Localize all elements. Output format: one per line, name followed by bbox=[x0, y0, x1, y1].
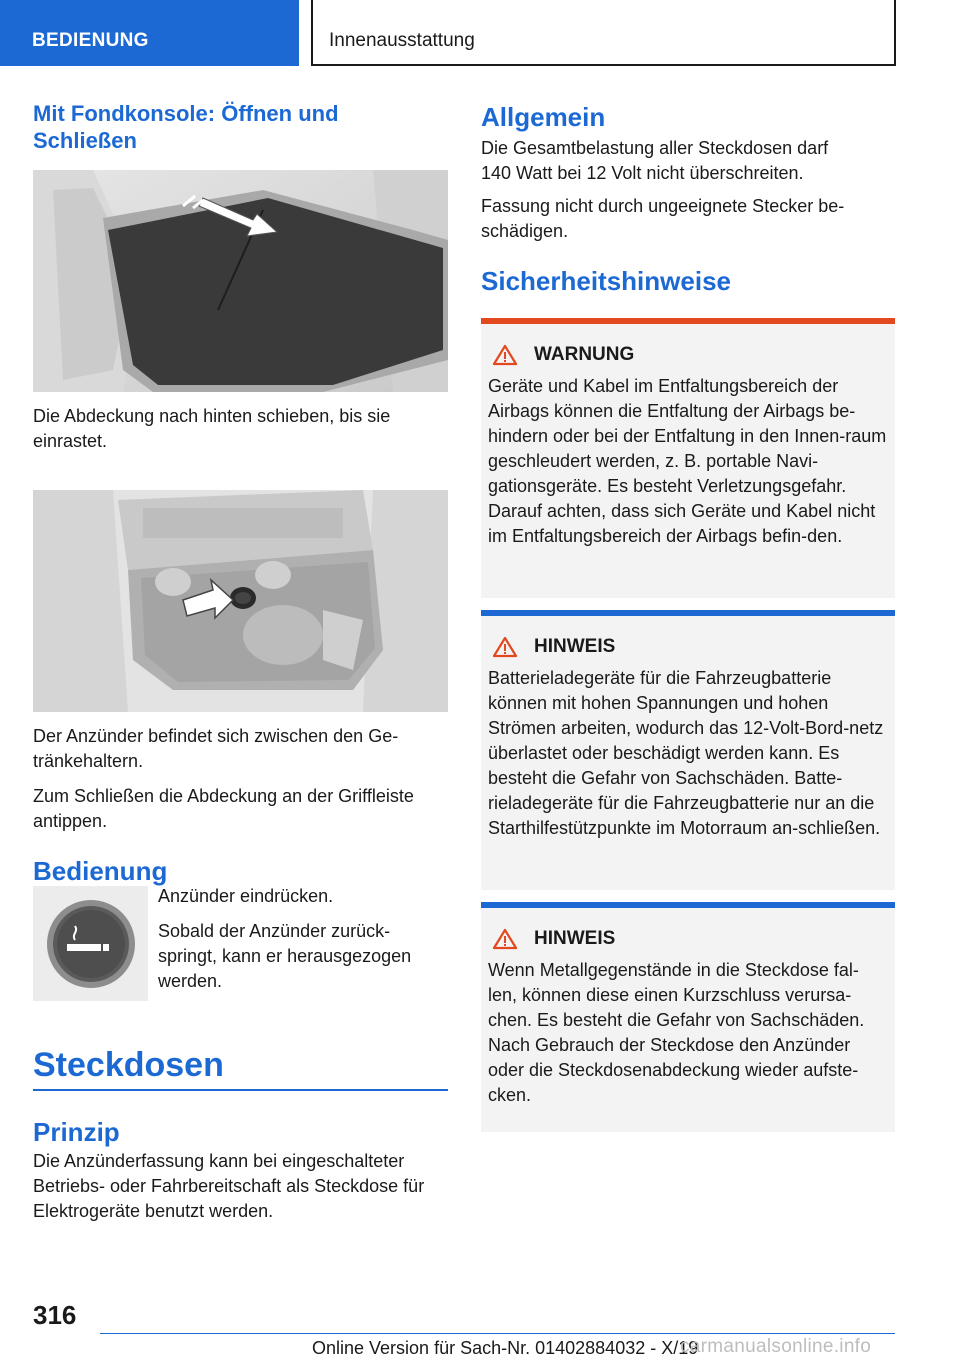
caption-close-cover: Zum Schließen die Abdeckung an der Griffleiste antippen. bbox=[33, 786, 414, 831]
caption-slide-cover: Die Abdeckung nach hinten schieben, bis sie einrastet. bbox=[33, 406, 391, 451]
allgemein-text1: Die Gesamtbelastung aller Steckdosen darf 140 Watt bei 12 Volt nicht überschreiten. bbox=[481, 138, 829, 183]
cigarette-lighter-icon bbox=[33, 886, 148, 1001]
footer-version: Online Version für Sach-Nr. 01402884032 - X/19 bbox=[312, 1338, 699, 1358]
warning-title: WARNUNG bbox=[534, 344, 635, 365]
console-cover-image bbox=[33, 170, 448, 392]
page-header bbox=[0, 0, 960, 66]
watermark: carmanualsonline.info bbox=[680, 1336, 872, 1357]
page-number: 316 bbox=[33, 1300, 77, 1330]
heading-sicherheitshinweise: Sicherheitshinweise bbox=[481, 266, 731, 296]
left-column bbox=[33, 100, 448, 1224]
prinzip-text: Die Anzünderfassung kann bei eingeschalteter Betriebs- oder Fahrbereitschaft als Steckdose für Elektrogeräte benutzt werden. bbox=[33, 1151, 425, 1221]
heading-prinzip: Prinzip bbox=[33, 1117, 120, 1147]
heading-bedienung: Bedienung bbox=[33, 856, 168, 886]
allgemein-text2: Fassung nicht durch ungeeignete Stecker be-schädigen. bbox=[481, 196, 845, 241]
notice-title: HINWEIS bbox=[534, 928, 616, 949]
notice-bar bbox=[481, 902, 895, 908]
heading-fondkonsole: Mit Fondkonsole: Öffnen und Schließen bbox=[33, 101, 339, 153]
notice-text: Batterieladegeräte für die Fahrzeugbatterie können mit hohen Spannungen und hohen Strömen arbeiten, wodurch das 12-Volt-Bord-netz überlastet oder beschädigt werden kann. Es besteht die Gefahr von Sachschäden. Batte-rieladegeräte für die Fahrzeugbatterie nur an die Starthilfestützpunkte im Motorraum an-schließen. bbox=[488, 668, 884, 838]
chapter-tab[interactable]: BEDIENUNG bbox=[0, 0, 299, 66]
caption-lighter-location: Der Anzünder befindet sich zwischen den Ge-tränkehaltern. bbox=[33, 726, 399, 771]
heading-steckdosen: Steckdosen bbox=[33, 1046, 224, 1084]
warning-box bbox=[481, 318, 895, 598]
warning-triangle-icon bbox=[492, 928, 518, 950]
warning-bar bbox=[481, 318, 895, 324]
notice-title: HINWEIS bbox=[534, 636, 616, 657]
section-rule bbox=[33, 1089, 448, 1091]
notice-box-2 bbox=[481, 902, 895, 1132]
notice-box-1 bbox=[481, 610, 895, 890]
section-title: Innenausstattung bbox=[311, 0, 896, 66]
lighter-location-image bbox=[33, 490, 448, 712]
notice-bar bbox=[481, 610, 895, 616]
bedienung-step1: Anzünder eindrücken. bbox=[158, 886, 334, 906]
bedienung-step2: Sobald der Anzünder zurück-springt, kann er herausgezogen werden. bbox=[158, 921, 412, 991]
warning-text: Geräte und Kabel im Entfaltungsbereich der Airbags können die Entfaltung der Airbags be-hindern oder bei der Entfaltung in den Innen-raum geschleudert werden, z. B. portable Navi-gationsgeräte. Es besteht Verletzungsgefahr. Darauf achten, dass sich Geräte und Kabel nicht im Entfaltungsbereich der Airbags befin-den. bbox=[488, 376, 887, 546]
notice-text: Wenn Metallgegenstände in die Steckdose fal-len, können diese einen Kurzschluss verursa-chen. Es besteht die Gefahr von Sachschäden. Nach Gebrauch der Steckdose den Anzünder oder die Steckdosenabdeckung wieder aufste-cken. bbox=[488, 960, 865, 1105]
heading-allgemein: Allgemein bbox=[481, 102, 606, 132]
footer-rule bbox=[100, 1333, 895, 1334]
right-column bbox=[481, 100, 895, 1132]
warning-triangle-icon bbox=[492, 344, 518, 366]
warning-triangle-icon bbox=[492, 636, 518, 658]
